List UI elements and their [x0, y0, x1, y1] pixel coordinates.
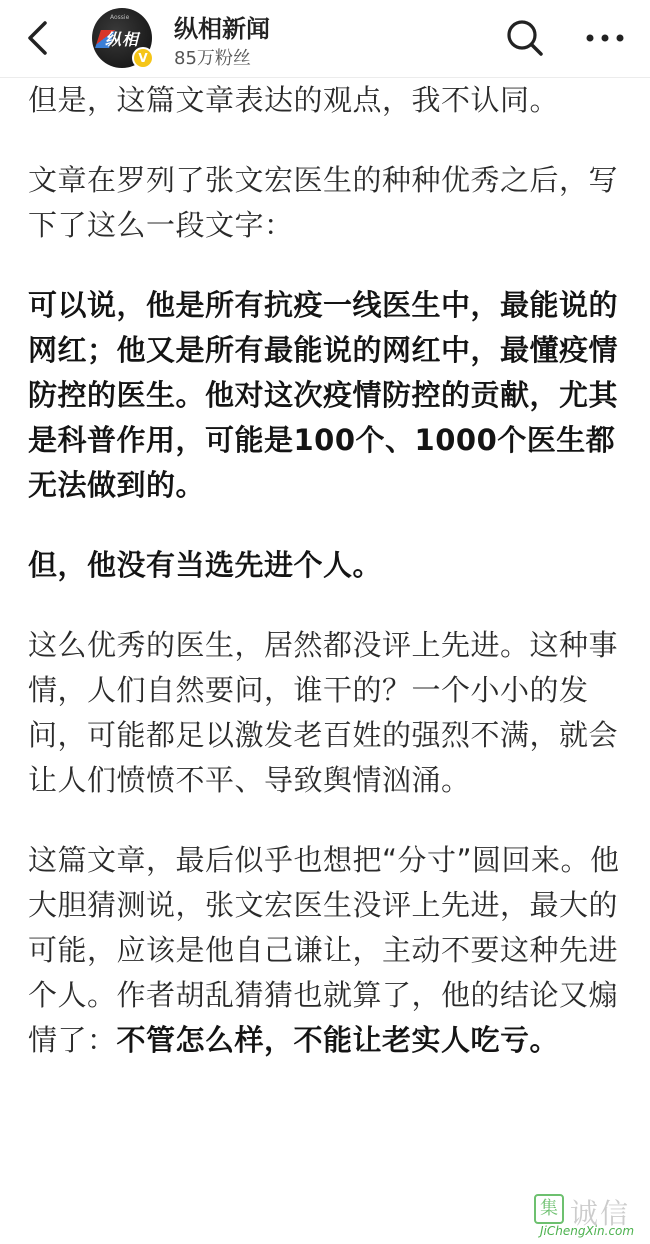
paragraph-6: [28, 838, 628, 1063]
watermark-chars: 诚信: [570, 1197, 631, 1230]
top-nav-bar: [0, 0, 650, 78]
article-body: [28, 78, 628, 1063]
paragraph-6-text: 这篇文章，最后似乎也想把“分寸”圆回来。他大胆猜测说，张文宏医生没评上先进，最大的可能，应该是他自己谦让，主动不要这种先进个人。作者胡乱猜猜也就算了，他的结论又煽情了：: [28, 843, 620, 1057]
more-dots-icon: [584, 20, 628, 56]
verified-badge-icon: [132, 47, 154, 69]
back-button[interactable]: [18, 16, 58, 60]
more-options-button[interactable]: [584, 20, 628, 56]
paragraph-1: 但是，这篇文章表达的观点，我不认同。: [28, 83, 560, 117]
paragraph-4-bold: 但，他没有当选先进个人。: [28, 548, 383, 582]
avatar-logo-text: 纵相: [104, 30, 139, 49]
follower-count: 85万粉丝: [174, 48, 251, 69]
site-watermark: [534, 1194, 646, 1240]
paragraph-3-bold-quote: 可以说，他是所有抗疫一线医生中，最能说的网红；他又是所有最能说的网红中，最懂疫情防控的医生。他对这次疫情防控的贡献，尤其是科普作用，可能是100个、1000个医生都无法做到的。: [28, 288, 619, 502]
back-arrow-icon: [25, 20, 51, 56]
paragraph-6-bold-conclusion: 不管怎么样，不能让老实人吃亏。: [116, 1023, 560, 1057]
avatar-caption: Aossie: [110, 14, 130, 21]
search-icon: [503, 16, 547, 60]
watermark-logo-icon: 集: [534, 1194, 564, 1224]
account-name[interactable]: 纵相新闻: [174, 15, 270, 43]
watermark-url: JiChengXin.com: [540, 1224, 635, 1238]
paragraph-2: 文章在罗列了张文宏医生的种种优秀之后，写下了这么一段文字：: [28, 163, 619, 242]
search-button[interactable]: [503, 16, 547, 60]
verified-mark: V: [138, 51, 148, 65]
paragraph-5: 这么优秀的医生，居然都没评上先进。这种事情，人们自然要问，谁干的？一个小小的发问，可能都足以激发老百姓的强烈不满，就会让人们愤愤不平、导致舆情汹涌。: [28, 628, 619, 797]
